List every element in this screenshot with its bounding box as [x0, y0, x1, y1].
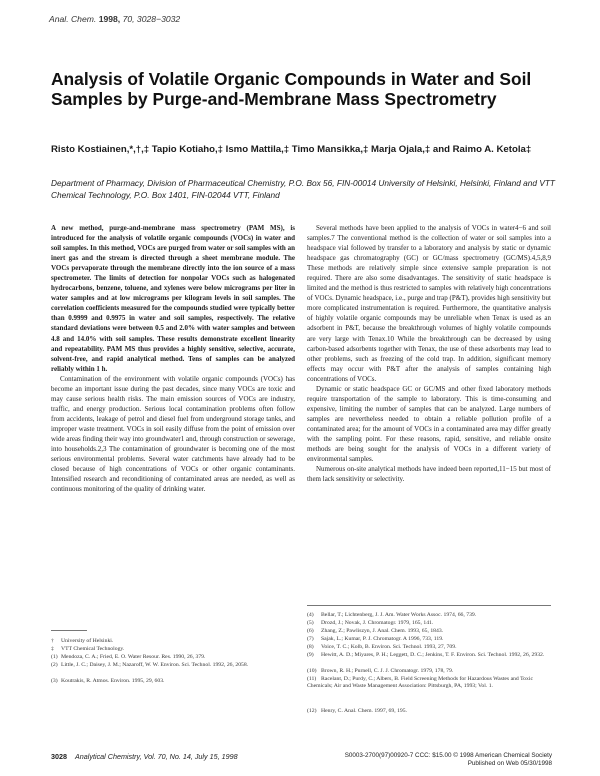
running-head-journal: Anal. Chem. — [49, 14, 97, 24]
right-column — [307, 223, 551, 484]
footnote-item — [51, 678, 295, 685]
article-title: Analysis of Volatile Organic Compounds in Water and Soil Samples by Purge-and-Membrane Mass Spectrometry — [51, 69, 532, 109]
footnote-number: † — [51, 638, 54, 644]
reference-number: (5) — [307, 620, 314, 626]
reference-number: (8) — [307, 644, 314, 650]
reference-text: Zhang, Z.; Pawliszyn, J. Anal. Chem. 1993, 65, 1843. — [321, 628, 444, 634]
footer-code: S0003-2700(97)00920-7 CCC: $15.00 © 1998 American Chemical Society — [344, 752, 552, 759]
reference-number: (12) — [307, 708, 317, 714]
reference-text: Racelant, D.; Purdy, C.; Albers, B. Field Screening Methods for Hazardous Wastes and Toxic Chemicals; Air and Waste Management Association: Pittsburgh, PA, 1993; Vol. 1. — [307, 676, 533, 690]
footer-right — [312, 752, 552, 769]
footnote-text: Koutrakis, R. Atmos. Environ. 1995, 29, 603. — [61, 678, 165, 684]
reference-text: Voice, T. C.; Kolb, B. Environ. Sci. Technol. 1993, 27, 709. — [321, 644, 457, 650]
reference-number: (10) — [307, 668, 317, 674]
footnote-item — [51, 638, 295, 645]
reference-item — [307, 652, 553, 659]
reference-text: Henry, C. Anal. Chem. 1997, 69, 195. — [321, 708, 408, 714]
reference-number: (11) — [307, 676, 317, 682]
footnote-separator — [51, 630, 87, 631]
footnote-number: (3) — [51, 678, 58, 684]
abstract: A new method, purge-and-membrane mass spectrometry (PAM MS), is introduced for the analysis of volatile organic compounds (VOCs) in water and soil samples. In this method, VOCs are purged from water or soil samples with an inert gas and the stream is directed through a sheet membrane module. The VOCs pervaporate through the membrane directly into the ion source of a mass spectrometer. The limits of detection for nonpolar VOCs such as halogenated hydrocarbons, benzene, toluene, and xylenes were below micrograms per liter in water samples and at low micrograms per kilogram levels in soil samples. The correlation coefficients measured for the compounds studied were typically better than 0.9999 and 0.9975 in water and soil samples, respectively. The relative standard deviations were between 0.5 and 2.0% with water samples and between 4.8 and 14.0% with soil samples. These results demonstrate excellent linearity and repeatability. PAM MS thus provides a highly sensitive, selective, accurate, solvent-free, and rapid analytical method. Tens of samples can be analyzed reliably within 1 h. — [51, 224, 295, 373]
footnote-item — [51, 646, 295, 653]
reference-text: Bellar, T.; Lichtenberg, J. J. Am. Water Works Assoc. 1974, 66, 739. — [321, 612, 477, 618]
reference-item — [307, 612, 553, 619]
reference-text: Drozd, J.; Novak, J. Chromatogr. 1979, 165, 141. — [321, 620, 434, 626]
footer-published: Published on Web 05/30/1998 — [467, 760, 552, 768]
intro-paragraph-2: Several methods have been applied to the analysis of VOCs in water4−6 and soil samples.7 The conventional method is the collection of water or soil samples into a headspace vial followed by transfer to a laboratory and analysis by static or dynamic headspace gas chromatography (GC) or GC/mass spectrometry (GC/MS).4,5,8,9 These methods are relatively simple since extensive sample preparation is not required. There are also some disadvantages. The sensitivity of static headspace is limited and the method is thus restricted to samples with relatively high concentrations of VOCs. Dynamic headspace, i.e., purge and trap (P&T), provides high sensitivity but more complicated instrumentation is required. Furthermore, the quantitative analysis of highly volatile organic compounds may be unreliable when Tenax is used as an adsorbent in P&T, because the breakthrough volumes of highly volatile compounds are very large with Tenax.10 While the breakthrough can be decreased by using carbon-based adsorbents together with Tenax, the use of these adsorbents may lead to other problems, such as freezing of the cold trap. In addition, significant memory effects may occur with P&T after the analysis of samples containing high concentrations of VOCs. — [307, 224, 551, 383]
reference-item — [307, 628, 553, 635]
footnote-number: (1) — [51, 654, 58, 660]
footnote-item — [51, 654, 295, 661]
footnote-text: Mendoza, C. A.; Fried, E. O. Water Resour. Res. 1990, 26, 379. — [61, 654, 206, 660]
reference-text: Hewitt, A. D.; Miyares, P. H.; Leggett, D. C.; Jenkins, T. F. Environ. Sci. Technol. 1992, 26, 2932. — [321, 652, 545, 658]
reference-item — [307, 708, 553, 715]
footnote-text: VTT Chemical Technology. — [61, 646, 125, 652]
reference-number: (9) — [307, 652, 314, 658]
footer-journal: Analytical Chemistry, Vol. 70, No. 14, July 15, 1998 — [75, 752, 238, 761]
reference-item — [307, 676, 553, 691]
footnote-item — [51, 662, 295, 669]
footnote-number: (2) — [51, 662, 58, 668]
footer-left — [51, 752, 238, 761]
left-column — [51, 223, 295, 494]
intro-paragraph-1: Contamination of the environment with volatile organic compounds (VOCs) has become an important issue during the past decades, since many VOCs are toxic and may cause serious health risks. The main emission sources of VOCs are industry, traffic, and energy production. Serious local contamination problems often follow from accidents, leakage of petrol and diesel fuel from underground storage tanks, and improper waste treatment. VOCs in soil easily diffuse from the point of emission over wide areas finding their way into groundwater1 and, through construction or sewerage, into households.2,3 The contamination of groundwater is becoming one of the most serious environmental problems. Several water catchments have already had to be closed because of high concentrations of VOCs or other organic contaminants. Intensified research and reconditioning of contaminated areas are needed, as well as continuous monitoring of the quality of drinking water. — [51, 374, 295, 494]
reference-number: (4) — [307, 612, 314, 618]
reference-separator — [307, 605, 551, 606]
running-head-pages: 70, 3028−3032 — [122, 14, 181, 24]
reference-item — [307, 620, 553, 627]
intro-paragraph-3: Dynamic or static headspace GC or GC/MS and other fixed laboratory methods require transportation of the sample to laboratory. This is time-consuming and expensive, limiting the number of samples that can be analyzed. Large numbers of samples are nevertheless needed to obtain a reliable pollution profile of a contaminated area; for the amount of VOCs in a contaminated area may differ greatly with the sampling point. For these reasons, rapid, sensitive, and reliable onsite methods are being sought for the analysis of VOCs in a different variety of environmental samples. — [307, 384, 551, 464]
reference-text: Sajak, L.; Kumar, P. J. Chromatogr. A 1996, 733, 119. — [321, 636, 444, 642]
footnote-number: ‡ — [51, 646, 54, 652]
reference-text: Brown, R. H.; Purnell, C. J. J. Chromatogr. 1979, 178, 79. — [321, 668, 454, 674]
reference-number: (7) — [307, 636, 314, 642]
affiliation: Department of Pharmacy, Division of Pharmaceutical Chemistry, P.O. Box 56, FIN-00014 University of Helsinki, Helsinki, Finland and VTT Chemical Technology, P.O. Box 1401, FIN-02044 VTT, Finland — [51, 178, 555, 200]
reference-item — [307, 636, 553, 643]
footnote-text: University of Helsinki. — [61, 638, 114, 644]
reference-number: (6) — [307, 628, 314, 634]
running-head-year: 1998, — [98, 14, 121, 24]
intro-paragraph-4: Numerous on-site analytical methods have indeed been reported,11−15 but most of them lack sensitivity or selectivity. — [307, 465, 551, 484]
author-list: Risto Kostiainen,*,†,‡ Tapio Kotiaho,‡ Ismo Mattila,‡ Timo Mansikka,‡ Marja Ojala,‡ and Raimo A. Ketola‡ — [51, 144, 532, 155]
running-head — [49, 14, 180, 24]
page-number: 3028 — [51, 752, 67, 761]
reference-item — [307, 668, 553, 675]
footnote-text: Little, J. C.; Daisey, J. M.; Nazaroff, W. W. Environ. Sci. Technol. 1992, 26, 2058. — [61, 662, 249, 668]
reference-item — [307, 644, 553, 651]
